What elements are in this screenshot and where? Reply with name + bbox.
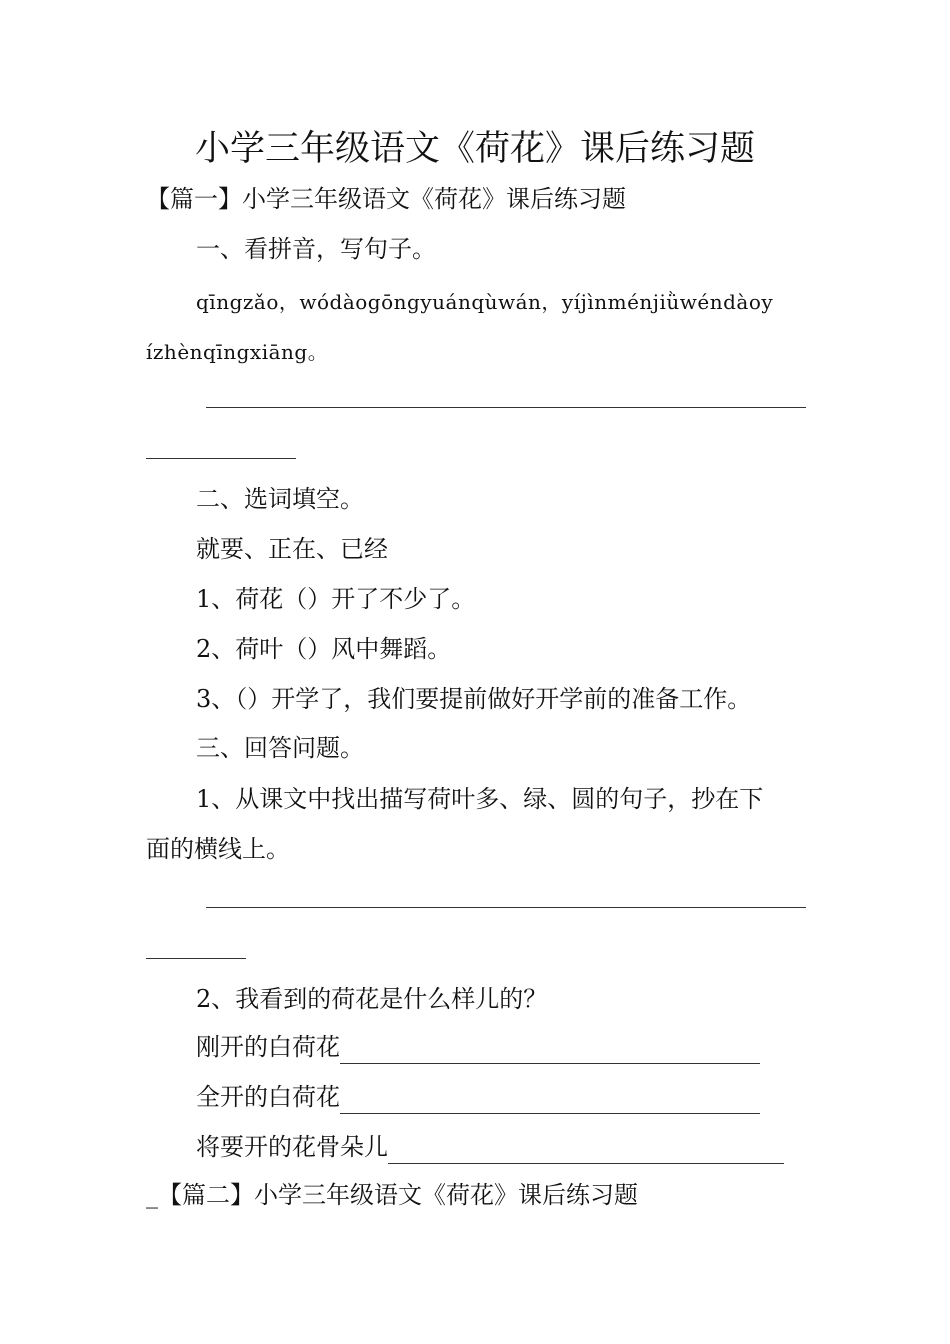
answer-question-1-line-1: 1、从课文中找出描写荷叶多、绿、圆的句子，抄在下 <box>196 785 764 813</box>
blank-row-3 <box>196 1130 784 1164</box>
answer-blank-1[interactable] <box>340 1037 760 1064</box>
blank-label-3: 将要开的花骨朵儿 <box>196 1133 388 1161</box>
answer-blank-2[interactable] <box>340 1087 760 1114</box>
page-title: 小学三年级语文《荷花》课后练习题 <box>194 129 755 169</box>
answer-blank-3[interactable] <box>388 1137 784 1164</box>
pinyin-line-1: qīngzǎo，wódàogōngyuánqùwán，yíjìnménjiǜwéndàoy <box>196 290 774 314</box>
answer-line <box>206 907 806 908</box>
answer-line <box>146 958 246 959</box>
part2-heading: _【篇二】小学三年级语文《荷花》课后练习题 <box>146 1181 638 1209</box>
blank-row-1 <box>196 1030 760 1064</box>
fill-question-1: 1、荷花（）开了不少了。 <box>196 585 476 613</box>
section3-heading: 三、回答问题。 <box>196 734 364 762</box>
blank-row-2 <box>196 1080 760 1114</box>
section2-heading: 二、选词填空。 <box>196 485 364 513</box>
part1-heading: 【篇一】小学三年级语文《荷花》课后练习题 <box>146 185 626 213</box>
pinyin-line-2: ízhènqīngxiāng。 <box>146 340 329 364</box>
word-choices: 就要、正在、已经 <box>196 535 388 563</box>
blank-label-1: 刚开的白荷花 <box>196 1033 340 1061</box>
section1-heading: 一、看拼音，写句子。 <box>196 235 436 263</box>
answer-line <box>146 458 296 459</box>
fill-question-3: 3、（）开学了，我们要提前做好开学前的准备工作。 <box>196 685 752 713</box>
blank-label-2: 全开的白荷花 <box>196 1083 340 1111</box>
answer-line <box>206 407 806 408</box>
answer-question-1-line-2: 面的横线上。 <box>146 835 290 863</box>
fill-question-2: 2、荷叶（）风中舞蹈。 <box>196 635 452 663</box>
answer-question-2: 2、我看到的荷花是什么样儿的？ <box>196 985 548 1013</box>
